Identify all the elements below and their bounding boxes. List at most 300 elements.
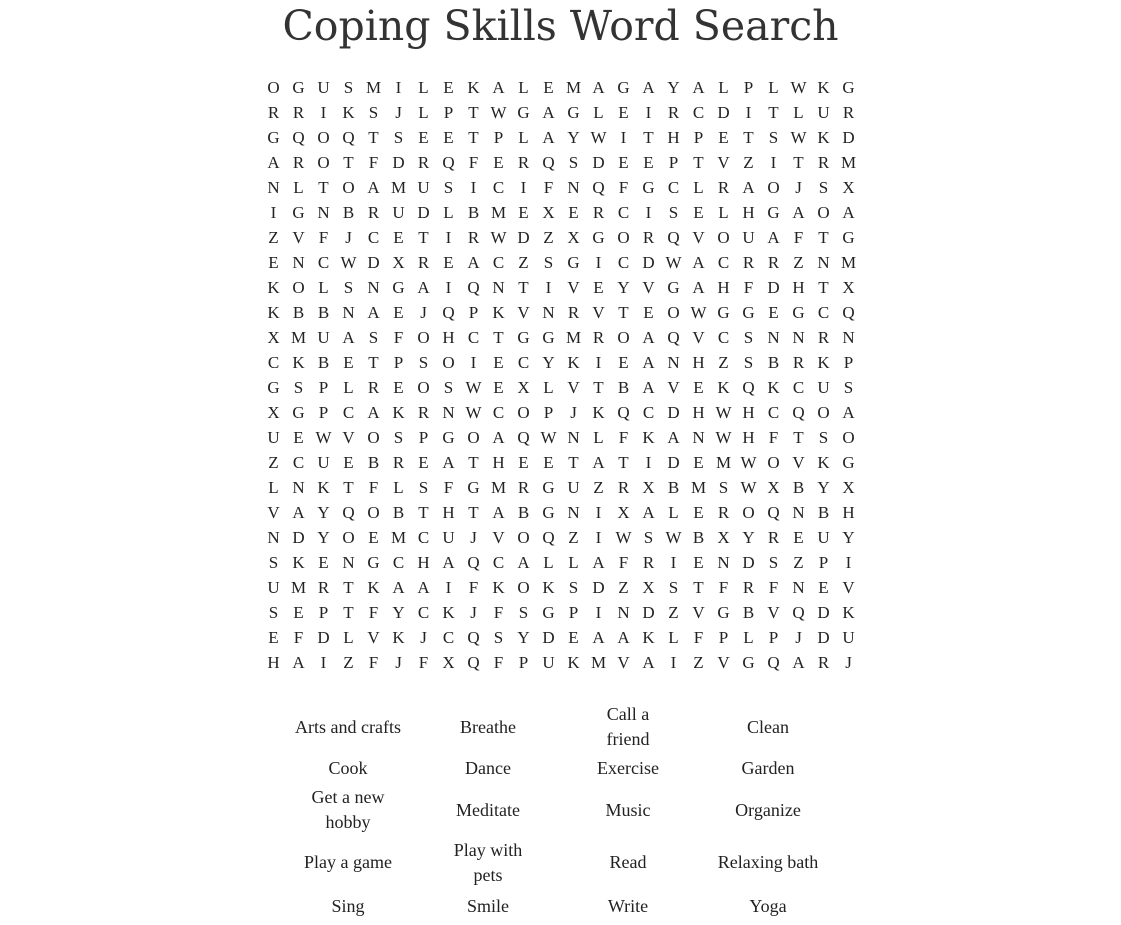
grid-letter: Q (292, 128, 305, 147)
grid-letter: O (342, 528, 355, 547)
grid-letter: G (267, 378, 280, 397)
grid-letter: P (768, 628, 779, 647)
grid-letter: A (492, 428, 505, 447)
grid-letter: U (817, 103, 830, 122)
grid-letter: I (770, 153, 777, 172)
grid-letter: O (742, 503, 755, 522)
grid-letter: S (743, 353, 754, 372)
grid-letter: S (568, 578, 579, 597)
grid-letter: S (818, 428, 829, 447)
grid-letter: J (345, 228, 352, 247)
grid-letter: B (317, 353, 330, 372)
grid-letter: F (618, 178, 629, 197)
grid-letter: B (792, 478, 805, 497)
grid-letter: D (642, 603, 655, 622)
grid-letter: S (843, 378, 854, 397)
grid-letter: H (442, 503, 455, 522)
grid-letter: O (367, 428, 380, 447)
grid-letter: T (368, 353, 379, 372)
grid-letter: D (542, 628, 555, 647)
grid-letter: A (517, 553, 530, 572)
grid-letter: V (692, 228, 705, 247)
grid-letter: I (595, 603, 602, 622)
grid-letter: O (817, 403, 830, 422)
word-item: Smile (466, 896, 509, 916)
grid-row (261, 625, 861, 650)
grid-letter: Q (742, 378, 755, 397)
grid-letter: E (268, 628, 279, 647)
word-list (278, 702, 838, 923)
grid-letter: D (367, 253, 380, 272)
grid-letter: H (742, 428, 755, 447)
grid-letter: L (418, 78, 429, 97)
grid-letter: E (268, 253, 279, 272)
grid-letter: T (468, 103, 479, 122)
grid-letter: K (567, 653, 580, 672)
grid-letter: I (645, 453, 652, 472)
grid-letter: T (793, 153, 804, 172)
grid-letter: Z (618, 578, 629, 597)
grid-letter: T (743, 128, 754, 147)
grid-letter: N (442, 403, 455, 422)
grid-letter: V (267, 503, 280, 522)
grid-letter: S (643, 528, 654, 547)
grid-letter: V (592, 303, 605, 322)
grid-letter: E (493, 353, 504, 372)
grid-letter: Q (842, 303, 855, 322)
grid-letter: P (693, 128, 704, 147)
grid-letter: H (792, 278, 805, 297)
grid-letter: G (842, 78, 855, 97)
grid-row (261, 650, 861, 675)
grid-row (261, 425, 861, 450)
grid-letter: X (642, 478, 655, 497)
grid-letter: P (318, 378, 329, 397)
grid-letter: U (267, 428, 280, 447)
grid-letter: F (368, 153, 379, 172)
grid-letter: R (767, 253, 780, 272)
grid-letter: A (767, 228, 780, 247)
grid-letter: T (493, 328, 504, 347)
grid-letter: Y (392, 603, 405, 622)
grid-letter: S (443, 178, 454, 197)
grid-letter: C (417, 528, 430, 547)
grid-letter: H (267, 653, 280, 672)
grid-letter: S (543, 253, 554, 272)
grid-letter: Q (442, 303, 455, 322)
grid-row (261, 600, 861, 625)
grid-letter: D (817, 603, 830, 622)
grid-row (261, 375, 861, 400)
grid-letter: L (268, 478, 279, 497)
grid-letter: X (617, 503, 630, 522)
grid-letter: W (590, 128, 607, 147)
grid-letter: C (442, 628, 455, 647)
grid-letter: R (317, 578, 330, 597)
grid-letter: P (318, 603, 329, 622)
grid-letter: R (292, 153, 305, 172)
grid-letter: M (290, 328, 307, 347)
grid-letter: R (392, 453, 405, 472)
grid-letter: H (842, 503, 855, 522)
grid-letter: U (817, 528, 830, 547)
grid-letter: C (292, 453, 305, 472)
grid-letter: V (617, 653, 630, 672)
grid-letter: T (343, 153, 354, 172)
grid-letter: F (293, 628, 304, 647)
grid-letter: V (767, 603, 780, 622)
grid-letter: E (443, 78, 454, 97)
grid-letter: F (493, 653, 504, 672)
grid-letter: V (692, 328, 705, 347)
word-item: Meditate (456, 799, 520, 820)
grid-letter: O (767, 178, 780, 197)
grid-letter: R (467, 228, 480, 247)
grid-letter: G (542, 503, 555, 522)
grid-letter: X (842, 178, 855, 197)
word-item: Exercise (597, 758, 659, 778)
grid-letter: K (567, 353, 580, 372)
grid-letter: Z (568, 528, 579, 547)
grid-letter: L (743, 628, 754, 647)
grid-letter: L (568, 553, 579, 572)
grid-letter: G (292, 403, 305, 422)
grid-letter: R (267, 103, 280, 122)
grid-letter: P (443, 103, 454, 122)
grid-letter: R (817, 653, 830, 672)
grid-letter: G (467, 478, 480, 497)
grid-letter: I (470, 178, 477, 197)
grid-letter: Q (667, 328, 680, 347)
grid-letter: L (543, 378, 554, 397)
grid-letter: L (343, 628, 354, 647)
grid-letter: F (393, 328, 404, 347)
grid-letter: I (445, 278, 452, 297)
grid-letter: N (617, 603, 630, 622)
grid-letter: L (518, 78, 529, 97)
word-item: Cook (328, 758, 368, 778)
grid-letter: A (642, 378, 655, 397)
grid-letter: S (768, 553, 779, 572)
grid-letter: R (842, 103, 855, 122)
grid-letter: A (592, 78, 605, 97)
grid-letter: I (395, 78, 402, 97)
grid-letter: E (393, 303, 404, 322)
grid-letter: Y (317, 528, 330, 547)
grid-letter: I (845, 553, 852, 572)
grid-letter: B (617, 378, 630, 397)
grid-letter: T (568, 453, 579, 472)
grid-letter: E (443, 128, 454, 147)
grid-letter: Y (842, 528, 855, 547)
grid-letter: R (517, 153, 530, 172)
grid-letter: E (693, 553, 704, 572)
grid-letter: A (642, 328, 655, 347)
grid-letter: I (670, 553, 677, 572)
grid-letter: A (492, 78, 505, 97)
word-item: Music (605, 799, 651, 820)
grid-letter: Q (617, 403, 630, 422)
grid-letter: E (643, 303, 654, 322)
grid-letter: D (292, 528, 305, 547)
grid-letter: H (492, 453, 505, 472)
grid-letter: D (717, 103, 730, 122)
grid-letter: B (517, 503, 530, 522)
grid-letter: A (267, 153, 280, 172)
grid-letter: D (317, 628, 330, 647)
grid-letter: Q (467, 653, 480, 672)
grid-letter: F (618, 553, 629, 572)
grid-letter: N (567, 503, 580, 522)
grid-letter: J (795, 178, 802, 197)
grid-letter: R (742, 578, 755, 597)
grid-letter: R (417, 253, 430, 272)
grid-letter: V (717, 153, 730, 172)
grid-letter: D (767, 278, 780, 297)
grid-letter: G (742, 653, 755, 672)
grid-letter: U (317, 328, 330, 347)
grid-letter: K (817, 78, 830, 97)
grid-letter: L (393, 478, 404, 497)
grid-letter: A (642, 78, 655, 97)
grid-letter: T (518, 278, 529, 297)
grid-letter: H (742, 403, 755, 422)
grid-letter: A (442, 553, 455, 572)
grid-letter: F (718, 578, 729, 597)
grid-letter: Y (317, 503, 330, 522)
grid-letter: S (418, 353, 429, 372)
grid-letter: L (593, 103, 604, 122)
grid-letter: O (417, 378, 430, 397)
grid-letter: X (517, 378, 530, 397)
grid-letter: T (418, 228, 429, 247)
grid-row (261, 450, 861, 475)
grid-letter: H (742, 203, 755, 222)
grid-letter: E (618, 353, 629, 372)
grid-row (261, 275, 861, 300)
grid-letter: W (490, 228, 507, 247)
grid-letter: L (518, 128, 529, 147)
grid-letter: N (667, 353, 680, 372)
grid-letter: D (742, 553, 755, 572)
grid-letter: C (342, 403, 355, 422)
grid-letter: P (518, 653, 529, 672)
grid-letter: S (268, 603, 279, 622)
grid-letter: S (443, 378, 454, 397)
grid-letter: C (692, 103, 705, 122)
grid-letter: G (842, 453, 855, 472)
grid-letter: S (268, 553, 279, 572)
grid-letter: O (442, 353, 455, 372)
grid-letter: A (542, 128, 555, 147)
word-list-row (278, 752, 838, 785)
grid-letter: T (343, 603, 354, 622)
grid-letter: G (292, 78, 305, 97)
grid-letter: A (792, 203, 805, 222)
grid-letter: G (542, 603, 555, 622)
grid-letter: L (668, 628, 679, 647)
grid-letter: G (792, 303, 805, 322)
grid-letter: Z (518, 253, 529, 272)
grid-letter: K (392, 403, 405, 422)
grid-row (261, 200, 861, 225)
grid-letter: B (467, 203, 480, 222)
grid-letter: A (592, 628, 605, 647)
grid-letter: O (817, 203, 830, 222)
grid-letter: A (692, 278, 705, 297)
grid-letter: E (293, 428, 304, 447)
grid-row (261, 100, 861, 125)
grid-letter: K (817, 453, 830, 472)
grid-letter: Z (718, 353, 729, 372)
grid-letter: H (717, 278, 730, 297)
grid-letter: W (740, 478, 757, 497)
grid-row (261, 350, 861, 375)
grid-letter: I (445, 578, 452, 597)
grid-letter: U (567, 478, 580, 497)
grid-letter: Z (543, 228, 554, 247)
grid-letter: T (593, 378, 604, 397)
grid-letter: N (792, 328, 805, 347)
grid-letter: J (795, 628, 802, 647)
grid-letter: Z (593, 478, 604, 497)
grid-letter: U (542, 653, 555, 672)
grid-letter: O (342, 178, 355, 197)
grid-letter: Q (792, 603, 805, 622)
grid-letter: L (418, 103, 429, 122)
grid-letter: B (817, 503, 830, 522)
grid-letter: G (267, 128, 280, 147)
grid-letter: P (718, 628, 729, 647)
grid-letter: E (418, 453, 429, 472)
grid-letter: M (390, 528, 407, 547)
grid-letter: T (793, 428, 804, 447)
grid-letter: F (443, 478, 454, 497)
grid-letter: U (267, 578, 280, 597)
grid-letter: G (842, 228, 855, 247)
grid-letter: P (318, 403, 329, 422)
grid-letter: S (768, 128, 779, 147)
page-title: Coping Skills Word Search (282, 2, 839, 50)
grid-letter: R (717, 178, 730, 197)
grid-letter: D (817, 628, 830, 647)
grid-letter: J (420, 303, 427, 322)
grid-letter: L (318, 278, 329, 297)
grid-letter: T (368, 128, 379, 147)
grid-letter: K (492, 303, 505, 322)
word-item: Play with pets (453, 839, 523, 885)
grid-letter: J (470, 528, 477, 547)
grid-letter: X (567, 228, 580, 247)
grid-letter: Y (742, 528, 755, 547)
grid-letter: O (617, 328, 630, 347)
grid-letter: M (365, 78, 382, 97)
grid-letter: S (718, 478, 729, 497)
grid-letter: Q (792, 403, 805, 422)
word-list-row (278, 890, 838, 923)
grid-letter: G (567, 253, 580, 272)
grid-letter: C (767, 403, 780, 422)
grid-letter: T (468, 128, 479, 147)
grid-letter: U (417, 178, 430, 197)
grid-letter: I (645, 203, 652, 222)
grid-letter: M (390, 178, 407, 197)
grid-letter: P (418, 428, 429, 447)
grid-letter: F (418, 653, 429, 672)
grid-letter: W (715, 428, 732, 447)
grid-letter: I (595, 528, 602, 547)
grid-letter: J (470, 603, 477, 622)
grid-letter: O (767, 453, 780, 472)
grid-letter: T (343, 578, 354, 597)
grid-letter: G (767, 203, 780, 222)
grid-letter: K (842, 603, 855, 622)
grid-letter: G (642, 178, 655, 197)
grid-letter: R (767, 528, 780, 547)
grid-letter: X (267, 328, 280, 347)
grid-letter: K (267, 303, 280, 322)
grid-letter: P (568, 603, 579, 622)
grid-letter: W (465, 378, 482, 397)
grid-letter: E (693, 503, 704, 522)
grid-letter: B (742, 603, 755, 622)
word-item: Clean (747, 716, 789, 737)
grid-letter: G (667, 278, 680, 297)
grid-letter: E (418, 128, 429, 147)
grid-letter: I (620, 128, 627, 147)
grid-letter: B (767, 353, 780, 372)
grid-letter: D (417, 203, 430, 222)
grid-letter: F (618, 428, 629, 447)
grid-letter: E (443, 253, 454, 272)
grid-letter: A (492, 503, 505, 522)
grid-letter: N (542, 303, 555, 322)
grid-letter: R (517, 478, 530, 497)
grid-letter: L (718, 203, 729, 222)
grid-letter: C (367, 228, 380, 247)
grid-letter: U (392, 203, 405, 222)
grid-letter: S (668, 203, 679, 222)
grid-letter: T (618, 303, 629, 322)
grid-letter: O (667, 303, 680, 322)
grid-letter: P (493, 128, 504, 147)
grid-letter: G (392, 278, 405, 297)
grid-letter: N (317, 203, 330, 222)
grid-letter: H (692, 353, 705, 372)
grid-letter: M (565, 328, 582, 347)
grid-letter: P (843, 353, 854, 372)
grid-letter: O (517, 578, 530, 597)
grid-letter: Q (767, 503, 780, 522)
grid-letter: V (642, 278, 655, 297)
grid-letter: K (392, 628, 405, 647)
grid-letter: C (617, 203, 630, 222)
grid-letter: J (395, 103, 402, 122)
grid-letter: N (267, 178, 280, 197)
grid-letter: C (617, 253, 630, 272)
grid-letter: Q (667, 228, 680, 247)
word-item: Call a friend (606, 704, 650, 749)
grid-letter: V (292, 228, 305, 247)
grid-letter: B (667, 478, 680, 497)
grid-letter: X (442, 653, 455, 672)
grid-letter: B (342, 203, 355, 222)
grid-letter: R (417, 153, 430, 172)
grid-letter: E (493, 153, 504, 172)
grid-letter: A (742, 178, 755, 197)
grid-letter: X (842, 478, 855, 497)
grid-letter: A (417, 578, 430, 597)
